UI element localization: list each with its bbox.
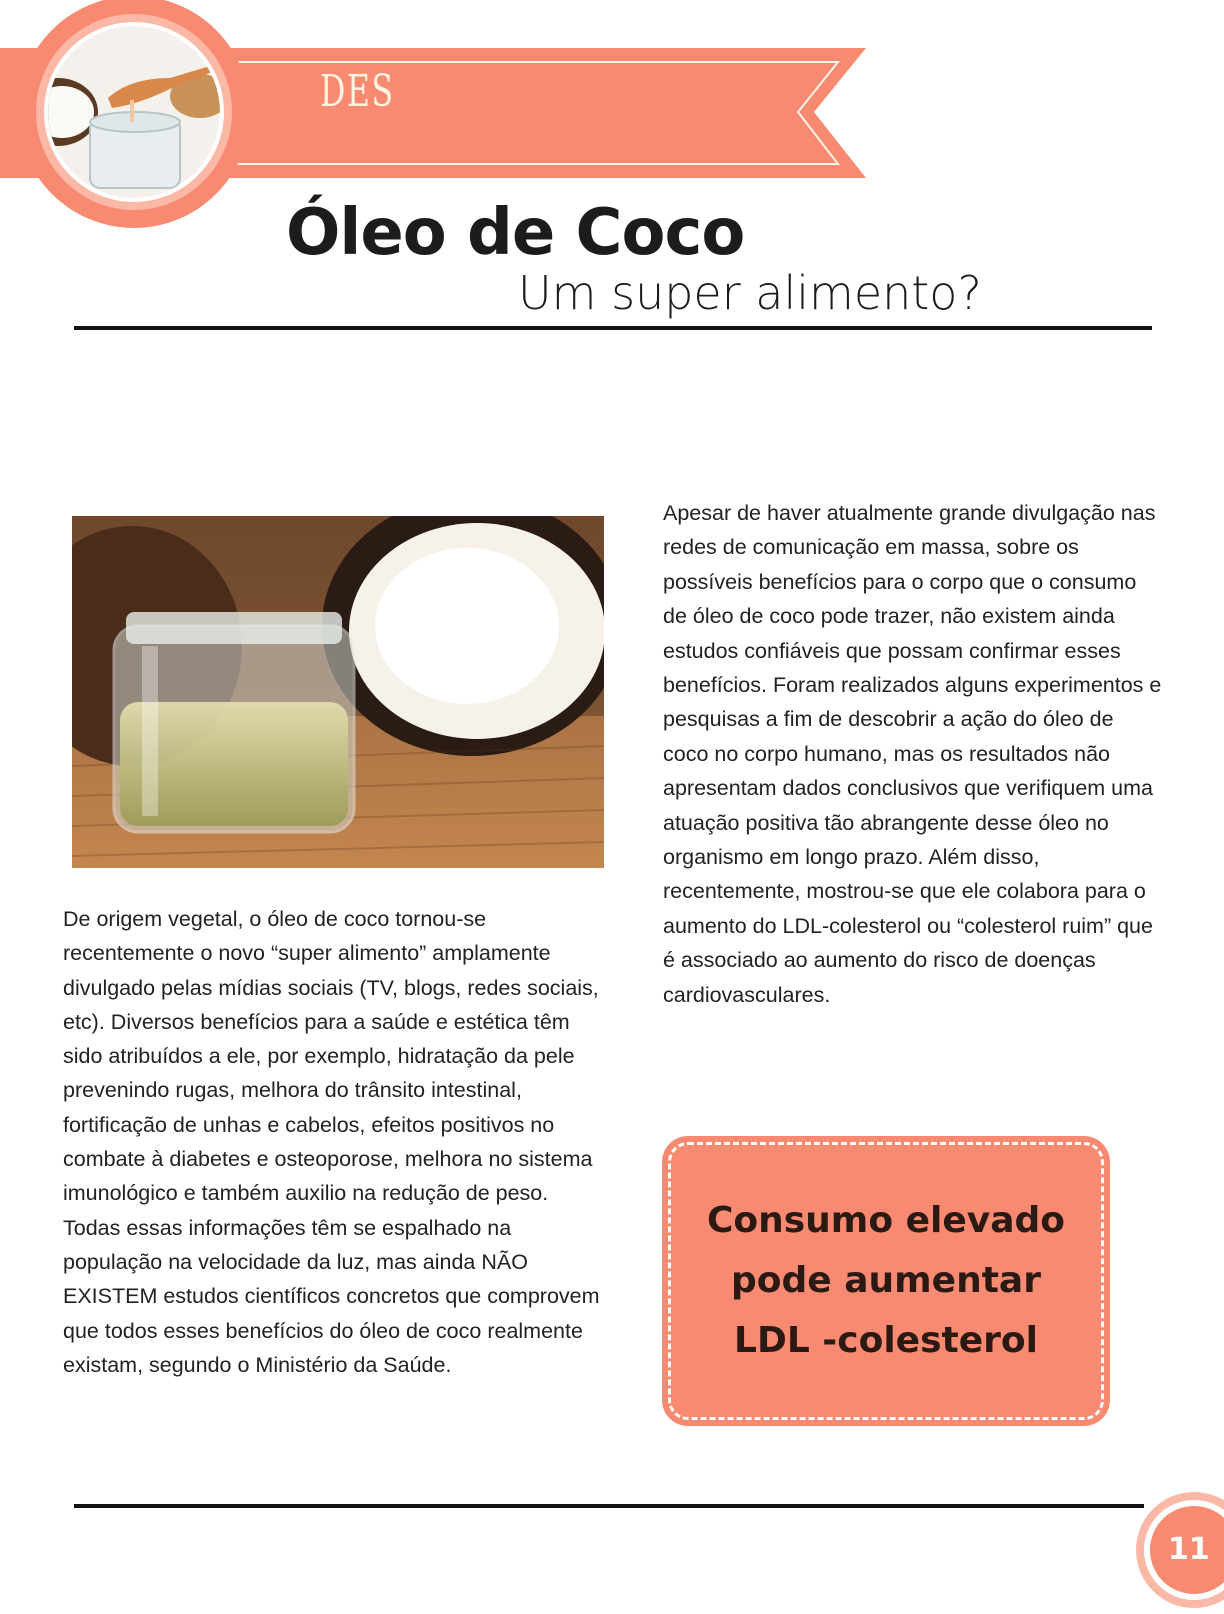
bottom-divider — [74, 1504, 1144, 1508]
page-title: Óleo de Coco — [286, 196, 745, 270]
banner-label: DES — [320, 66, 395, 117]
callout-line-3: LDL -colesterol — [734, 1320, 1038, 1361]
left-paragraph: De origem vegetal, o óleo de coco tornou-se recentemente o novo “super alimento” amplamente divulgado pelas mídias sociais (TV, blogs, redes sociais, etc). Diversos benefícios para a saúde e estética têm sido atribuídos a ele, por exemplo, hidratação da pele prevenindo rugas, melhora do trânsito intestinal, fortificação de unhas e cabelos, efeitos positivos no combate à diabetes e osteoporose, melhora no sistema imunológico e também auxilio na redução de peso. Todas essas informações têm se espalhado na população na velocidade da luz, mas ainda NÃO EXISTEM estudos científicos concretos que comprovem que todos esses benefícios do óleo de coco realmente existam, segundo o Ministério da Saúde. — [63, 907, 600, 1377]
callout-line-2: pode aumentar — [731, 1260, 1041, 1301]
callout-line-1: Consumo elevado — [706, 1200, 1066, 1241]
right-paragraph: Apesar de haver atualmente grande divulgação nas redes de comunicação em massa, sobre os possíveis benefícios para o corpo que o consumo de óleo de coco pode trazer, não existem ainda estudos confiáveis que possam confirmar esses benefícios. Foram realizados alguns experimentos e pesquisas a fim de descobrir a ação do óleo de coco no corpo humano, mas os resultados não apresentam dados conclusivos que verifiquem uma atuação positiva tão abrangente desse óleo no organismo em longo prazo. Além disso, recentemente, mostrou-se que ele colabora para o aumento do LDL-colesterol ou “colesterol ruim” que é associado ao aumento do risco de doenças cardiovasculares. — [663, 501, 1162, 1007]
callout-box — [662, 1136, 1110, 1426]
callout-text — [707, 1191, 1065, 1371]
coconut-oil-jar-photo — [72, 516, 604, 868]
coconut-oil-jar-photo-icon — [72, 516, 604, 868]
page-subtitle: Um super alimento? — [518, 266, 982, 320]
page-number: 11 — [1168, 1532, 1210, 1567]
top-divider — [74, 326, 1152, 330]
